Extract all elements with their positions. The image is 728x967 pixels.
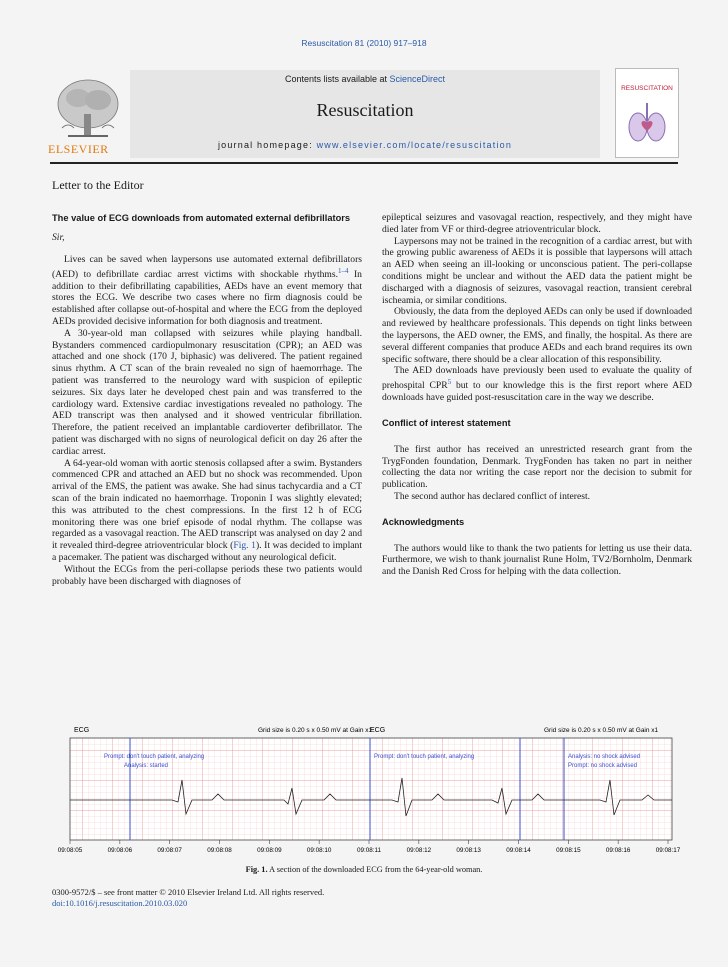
time-label: 09:08:05 xyxy=(57,847,83,854)
elsevier-tree-logo xyxy=(50,76,126,146)
header-rule xyxy=(50,162,678,164)
time-label: 09:08:07 xyxy=(157,847,182,854)
acknowledgments-heading: Acknowledgments xyxy=(382,516,465,527)
time-label: 09:08:12 xyxy=(406,847,432,854)
time-label: 09:08:11 xyxy=(356,847,382,854)
conflict-paragraph-2: The second author has declared conflict of interest. xyxy=(394,490,591,502)
paragraph-case-1: A 30-year-old man collapsed with seizures while playing handball. Bystanders commenced cardiopulmonary resuscitation (CPR); an AED was attached and one shock (170 J, biphasic) was delivered. The patient regained sinus rhythm. A CT scan of the brain revealed no sign of haemorrhage. The patient was transferred to the neurology ward with suspicion of epileptic seizures. Six days later he developed chest pain and was transferred to the cardiology ward. Extensive cardiac investigations revealed no pathology. The AED transcript was then analysed and it showed ventricular fibrillation. Therefore, the patient received an implantable cardioverter defibrillator. The patient was discharged with no signs of neurological deficit on day 26 after the cardiac arrest. xyxy=(52,327,362,457)
time-label: 09:08:16 xyxy=(605,847,631,854)
time-label: 09:08:13 xyxy=(456,847,481,854)
paragraph-continued: epileptical seizures and vasovagal reaction, respectively, and they might have died later from VF or third-degree atrioventricular block. xyxy=(382,212,692,235)
reference-link[interactable]: 1–4 xyxy=(338,266,349,275)
ecg-label-right: ECG xyxy=(370,727,386,734)
reference-link[interactable]: 5 xyxy=(447,378,452,387)
journal-title: Resuscitation xyxy=(316,100,414,120)
journal-cover-thumbnail[interactable] xyxy=(615,68,679,158)
footer xyxy=(52,887,324,909)
paragraph-text: The AED downloads have previously been used to evaluate the quality of prehospital CPR xyxy=(382,365,692,392)
time-label: 09:08:17 xyxy=(655,847,680,854)
journal-homepage xyxy=(130,140,600,150)
prompt-analyzing-1: Prompt: don't touch patient, analyzing xyxy=(104,754,205,760)
contents-prefix: Contents lists available at xyxy=(284,74,390,84)
issn-line: 0300-9572/$ – see front matter © 2010 Elsevier Ireland Ltd. All rights reserved. xyxy=(52,887,325,897)
paragraph-laypersons: Laypersons may not be trained in the recognition of a cardiac arrest, but with the growing public awareness of AEDs it is possible that laypersons will attach an AED when seeing an ill-looking or unconscious patient. The peri-collapse conditions might be unclear and without the AED data the patient might be discharged with a diagnosis of seizures, vasovagal reaction, transient cerebral ischeamia, or similar conditions. xyxy=(382,235,692,306)
sciencedirect-link[interactable]: ScienceDirect xyxy=(389,74,446,84)
grid-size-right: Grid size is 0.20 s x 0.50 mV at Gain x1 xyxy=(544,727,659,734)
ecg-label-left: ECG xyxy=(74,727,90,734)
analysis-no-shock: Analysis: no shock advised xyxy=(568,754,641,760)
acknowledgments-paragraph: The authors would like to thank the two patients for letting us use their data. Furthermore, we wish to thank journalist Rune Holm, TV2/Bornholm, Denmark and the Danish Red Cross for helping with the data collection. xyxy=(382,542,692,578)
paragraph-text: In addition to their defibrillating capabilities, AEDs have an event memory that stores the ECG. We describe two cases where no firm diagnosis could be established after collapse out-of-hospital and where the ECG from the deployed AEDs provided decisive information for both diagnosis and treatment. xyxy=(52,268,362,327)
figure-caption xyxy=(0,865,728,874)
paragraph-downloads: Obviously, the data from the deployed AEDs can only be used if downloaded and reviewed by healthcare professionals. This depends on tight links between the laypersons, the AED owner, the EMS, and finally, the hospital. As there are several different companies that produce AEDs and each brand requires its own specific software, there should be a clear allocation of this responsibility. xyxy=(382,306,692,365)
grid-size-left: Grid size is 0.20 s x 0.50 mV at Gain x1 xyxy=(258,727,373,734)
figure-link[interactable]: Fig. 1 xyxy=(233,540,256,552)
paragraph-intro xyxy=(52,254,362,328)
paragraph-text: A 64-year-old woman with aortic stenosis collapsed after a swim. Bystanders commenced CPR and attached an AED but no shock was recommended. Upon arrival of the EMS, the patient was awake. She had sinus tachycardia and a CT scan of the brain indicated no haemorrhage. Troponin I was slightly elevated; this was attributed to the chest compressions. In the first 12 h of ECG monitoring there was one brief episode of nodal rhythm. The collapse was regarded as a vasovagal reaction. The AED transcript was analysed on day 2 and it revealed third-degree atrioventricular block ( xyxy=(52,457,362,552)
elsevier-wordmark: ELSEVIER xyxy=(48,142,109,156)
time-axis xyxy=(58,840,680,854)
time-label: 09:08:14 xyxy=(506,847,531,854)
conflict-heading: Conflict of interest statement xyxy=(382,417,511,428)
cover-title: RESUSCITATION xyxy=(621,85,673,92)
paragraph-conclusion-start: Without the ECGs from the peri-collapse periods these two patients would probably have been discharged with diagnoses of xyxy=(52,563,362,587)
conflict-paragraph-1: The first author has received an unrestricted research grant from the TrygFonden foundation, Denmark. TrygFonden has taken no part in neither collecting the data nor writing the case report nor the decision to submit for publication. xyxy=(382,443,692,491)
cover-lungs-icon xyxy=(616,69,678,157)
contents-line xyxy=(130,74,600,84)
analysis-started: Analysis: started xyxy=(124,763,169,769)
right-column xyxy=(382,212,692,578)
article-title: The value of ECG downloads from automated external defibrillators xyxy=(52,213,351,223)
time-label: 09:08:08 xyxy=(207,847,232,854)
doi-link[interactable]: doi:10.1016/j.resuscitation.2010.03.020 xyxy=(52,898,188,908)
homepage-prefix: journal homepage: xyxy=(217,140,317,150)
paragraph-text: but to our knowledge this is the first report where AED downloads have guided post-resuscitation care in the way we describe. xyxy=(382,380,692,404)
paragraph-case-2 xyxy=(52,458,362,564)
prompt-analyzing-2: Prompt: don't touch patient, analyzing xyxy=(374,754,475,760)
figure-caption-label: Fig. 1. xyxy=(245,865,268,874)
left-column xyxy=(52,212,362,587)
figure-caption-text: A section of the downloaded ECG from the 64-year-old woman. xyxy=(267,865,483,874)
paragraph-text: ). It was decided to implant a pacemaker. The patient was discharged without any neurological deficit. xyxy=(52,540,362,563)
section-label: Letter to the Editor xyxy=(52,178,144,192)
time-label: 09:08:06 xyxy=(107,847,133,854)
salutation: Sir, xyxy=(52,232,65,243)
journal-citation[interactable]: Resuscitation 81 (2010) 917–918 xyxy=(301,38,427,48)
time-label: 09:08:15 xyxy=(556,847,581,854)
paragraph-text: Lives can be saved when laypersons use automated external defibrillators (AED) to defibrillate cardiac arrest victims with shockable rhythms. xyxy=(52,253,362,280)
homepage-link[interactable]: www.elsevier.com/locate/resuscitation xyxy=(316,140,513,150)
time-label: 09:08:10 xyxy=(306,847,332,854)
time-label: 09:08:09 xyxy=(257,847,282,854)
ecg-figure xyxy=(52,720,680,870)
paragraph-prior-use xyxy=(382,365,692,404)
prompt-no-shock: Prompt: no shock advised xyxy=(568,763,638,769)
